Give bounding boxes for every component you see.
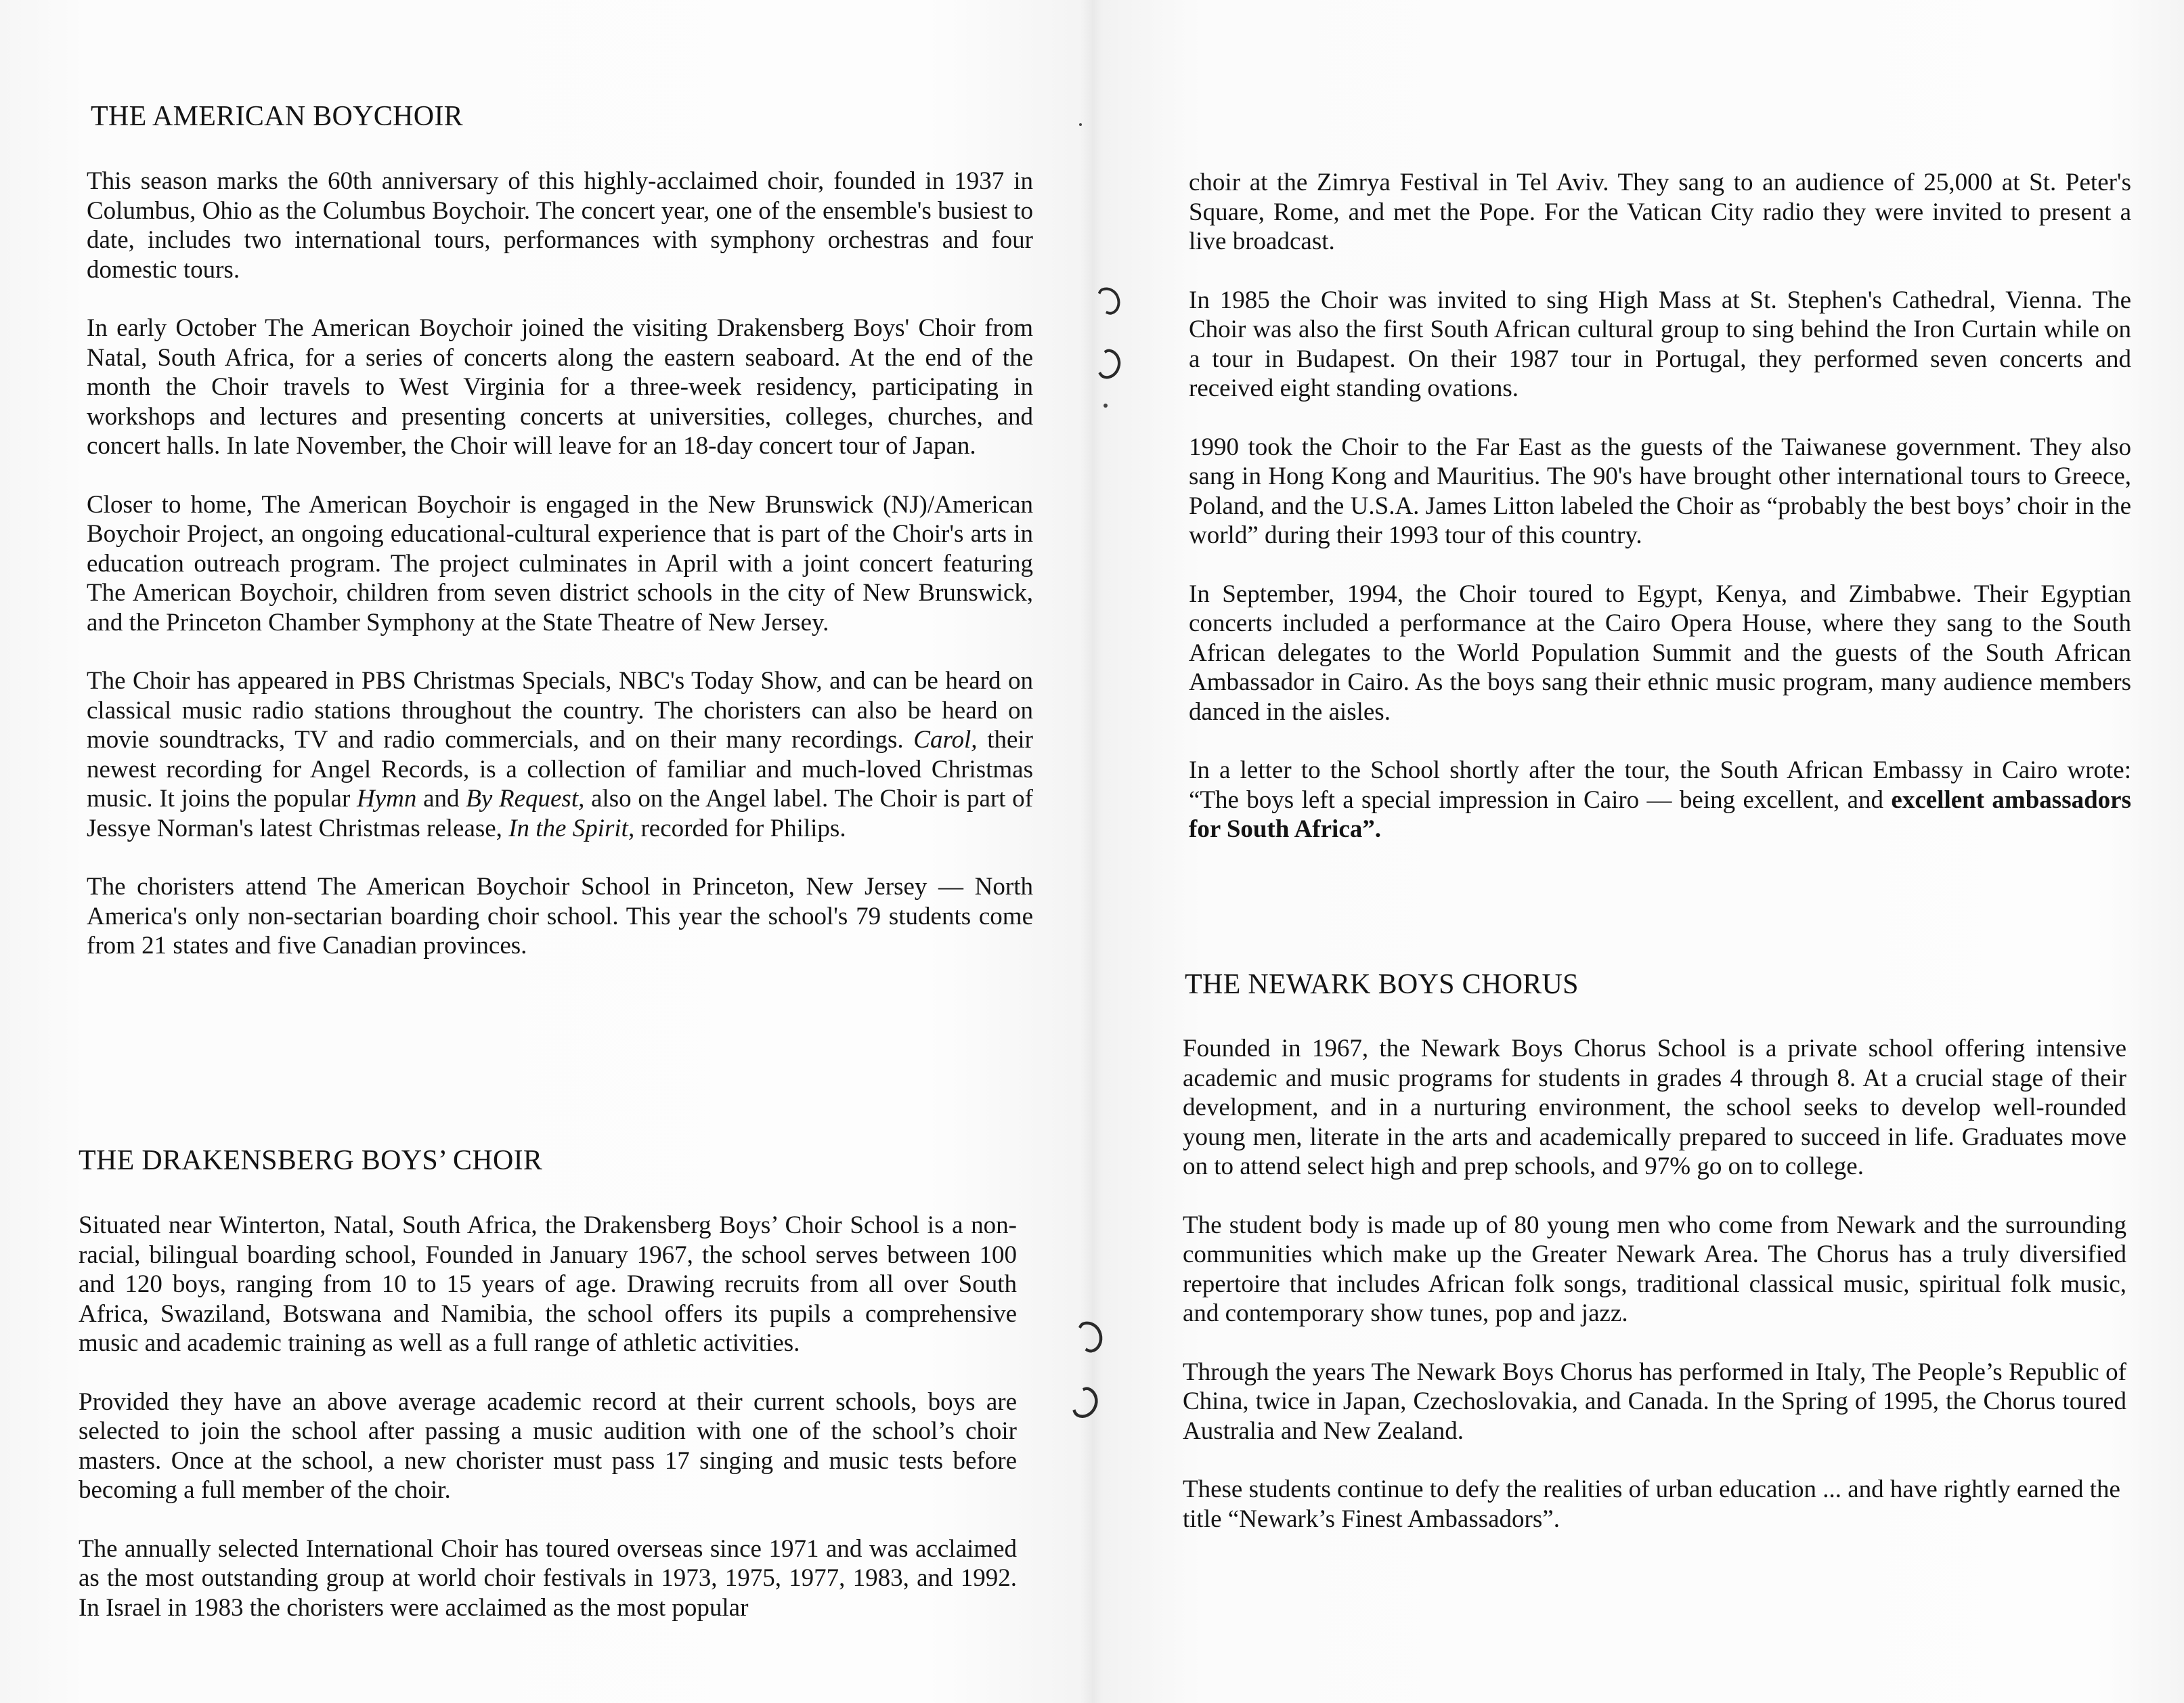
p4-text-c: and (416, 785, 466, 813)
drakensberg-paragraph-3: The annually selected International Choir has toured overseas since 1971 and was acclaimed as the most outstanding group at world choir festivals in 1973, 1975, 1977, 1983, and 1992. In Israel in 1983 the choristers were acclaimed as the most popular (79, 1534, 1017, 1622)
album-title-carol: Carol, (913, 726, 978, 754)
american-boychoir-paragraph-2: In early October The American Boychoir joined the visiting Drakensberg Boys' Choir from Natal, South Africa, for a series of concerts along the eastern seaboard. At the end of the month the Choir travels to West Virginia for a three-week residency, participating in workshops and lectures and presenting concerts at universities, colleges, churches, and concert halls. In late November, the Choir will leave for an 18-day concert tour of Japan. (87, 314, 1033, 460)
book-gutter (1080, 0, 1104, 1703)
album-title-hymn: Hymn (357, 785, 417, 813)
drakensberg-continued-section (1189, 168, 2131, 844)
newark-paragraph-3: Through the years The Newark Boys Chorus has performed in Italy, The People’s Republic of China, twice in Japan, Czechoslovakia, and Canada. In the Spring of 1995, the Chorus toured Australia and New Zealand. (1183, 1358, 2126, 1445)
american-boychoir-heading: THE AMERICAN BOYCHOIR (91, 101, 463, 132)
drakensberg-heading: THE DRAKENSBERG BOYS’ CHOIR (79, 1145, 543, 1176)
album-title-by-request: By Request, (466, 785, 585, 813)
drakensberg-continued-paragraph-5 (1189, 756, 2131, 844)
drakensberg-paragraph-1: Situated near Winterton, Natal, South Africa, the Drakensberg Boys’ Choir School is a non-racial, bilingual boarding school, Founded in January 1967, the school serves between 100 and 120 boys, ranging from 10 to 15 years of age. Drawing recruits from all over South Africa, Swaziland, Botswana and Namibia, the school offers its pupils a comprehensive music and academic training as well as a full range of athletic activities. (79, 1211, 1017, 1357)
american-boychoir-paragraph-1: This season marks the 60th anniversary of this highly-acclaimed choir, founded in 1937 in Columbus, Ohio as the Columbus Boychoir. The concert year, one of the ensemble's busiest to date, includes two international tours, performances with symphony orchestras and four domestic tours. (87, 167, 1033, 284)
p4-text-b: their newest recording for Angel Records, is a collection of familiar and much-loved Christmas music. It joins the popular (87, 726, 1033, 813)
page-dot (1079, 123, 1082, 126)
drakensberg-paragraph-2: Provided they have an above average academic record at their current schools, boys are selected to join the school after passing a music audition with one of the school’s choir masters. Once at the school, a new chorister must pass 17 singing and music tests before becoming a full member of the choir. (79, 1387, 1017, 1504)
drakensberg-continued-paragraph-2: In 1985 the Choir was invited to sing High Mass at St. Stephen's Cathedral, Vienna. The Choir was also the first South African cultural group to sing behind the Iron Curtain while on a tour in Budapest. On their 1987 tour in Portugal, they performed seven concerts and received eight standing ovations. (1189, 286, 2131, 402)
embassy-quote-bold: excellent ambassadors for South Africa”. (1189, 785, 2131, 843)
p4-text-e: recorded for Philips. (634, 814, 846, 842)
p4-text-a: The Choir has appeared in PBS Christmas Specials, NBC's Today Show, and can be heard on classical music radio stations throughout the country. The choristers can also be heard on movie soundtracks, TV and radio commercials, and on their many recordings. (87, 667, 1033, 754)
embassy-quote-text: In a letter to the School shortly after the tour, the South African Embassy in Cairo wrote: “The boys left a special impression in Cairo — being excellent, and (1189, 756, 2131, 814)
newark-paragraph-2: The student body is made up of 80 young men who come from Newark and the surrounding communities which make up the Greater Newark Area. The Chorus has a truly diversified repertoire that includes African folk songs, traditional classical music, spiritual folk music, and contemporary show tunes, pop and jazz. (1183, 1211, 2126, 1327)
drakensberg-continued-paragraph-4: In September, 1994, the Choir toured to Egypt, Kenya, and Zimbabwe. Their Egyptian concerts included a performance at the Cairo Opera House, where they sang to the South African delegates to the World Population Summit and the guests of the South African Ambassador in Cairo. As the boys sang their ethnic music program, many audience members danced in the aisles. (1189, 580, 2131, 726)
american-boychoir-paragraph-3: Closer to home, The American Boychoir is engaged in the New Brunswick (NJ)/American Boychoir Project, an ongoing educational-cultural experience that is part of the Choir's arts in education outreach program. The project culminates in April with a joint concert featuring The American Boychoir, children from seven district schools in the city of New Brunswick, and the Princeton Chamber Symphony at the State Theatre of New Jersey. (87, 490, 1033, 637)
binding-dot (1104, 404, 1108, 408)
album-title-in-the-spirit: In the Spirit, (508, 814, 635, 842)
newark-paragraph-1: Founded in 1967, the Newark Boys Chorus School is a private school offering intensive academic and music programs for students in grades 4 through 8. At a crucial stage of their development, and in a nurturing environment, the school seeks to develop well-rounded young men, literate in the arts and academically prepared to succeed in life. Graduates move on to attend select high and prep schools, and 97% go on to college. (1183, 1035, 2126, 1180)
newark-paragraph-4: These students continue to defy the realities of urban education ... and have rightly earned the title “Newark’s Finest Ambassadors”. (1183, 1475, 2120, 1533)
p4-text-d: also on the Angel label. The Choir is part of Jessye Norman's latest Christmas release, (87, 785, 1034, 842)
drakensberg-section (79, 1211, 1017, 1622)
american-boychoir-paragraph-4 (87, 666, 1033, 843)
newark-heading: THE NEWARK BOYS CHORUS (1185, 969, 1579, 1000)
american-boychoir-paragraph-5: The choristers attend The American Boychoir School in Princeton, New Jersey — North America's only non-sectarian boarding choir school. This year the school's 79 students come from 21 states and five Canadian provinces. (87, 873, 1033, 960)
drakensberg-continued-paragraph-1: choir at the Zimrya Festival in Tel Aviv. They sang to an audience of 25,000 at St. Peter's Square, Rome, and met the Pope. For the Vatican City radio they were invited to present a live broadcast. (1189, 169, 2131, 255)
newark-section (1183, 1034, 2126, 1534)
drakensberg-continued-paragraph-3: 1990 took the Choir to the Far East as the guests of the Taiwanese government. They also sang in Hong Kong and Mauritius. The 90's have brought other international tours to Greece, Poland, and the U.S.A. James Litton labeled the Choir as “probably the best boys’ choir in the world” during their 1993 tour of this country. (1189, 433, 2131, 549)
american-boychoir-section (87, 167, 1033, 961)
